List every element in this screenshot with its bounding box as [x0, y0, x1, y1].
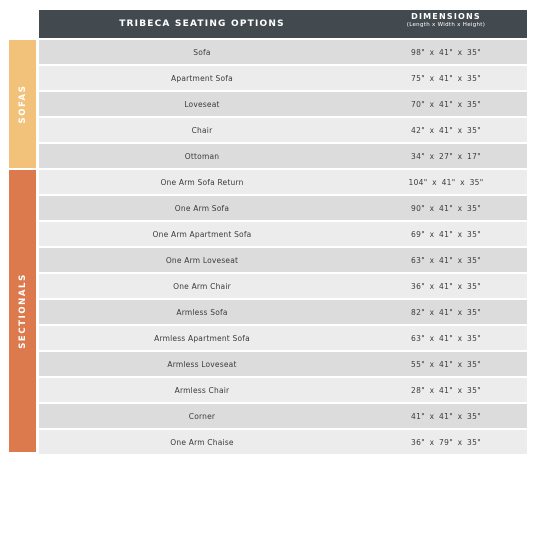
seat-dimensions: 98" x 41" x 35": [411, 47, 481, 57]
table-row: [39, 326, 527, 350]
table-row: [39, 248, 527, 272]
seat-dimensions: 90" x 41" x 35": [411, 203, 481, 213]
table-row: [39, 118, 527, 142]
table-header: [39, 10, 527, 38]
seat-dimensions: 63" x 41" x 35": [411, 333, 481, 343]
seat-name: One Arm Chair: [173, 281, 231, 291]
table-row: [39, 274, 527, 298]
sofas-group-bar: [9, 40, 36, 168]
seat-dimensions: 28" x 41" x 35": [411, 385, 481, 395]
seat-dimensions: 55" x 41" x 35": [411, 359, 481, 369]
sectionals-group-bar: [9, 170, 36, 452]
table-row: [39, 300, 527, 324]
table-row: [39, 170, 527, 194]
table-row: [39, 92, 527, 116]
dimensions-sublabel: (Length x Width x Height): [406, 22, 486, 28]
seat-dimensions: 34" x 27" x 17": [411, 151, 481, 161]
seat-dimensions: 104" x 41" x 35": [408, 177, 484, 187]
seat-dimensions: 36" x 41" x 35": [411, 281, 481, 291]
table-title: TRIBECA SEATING OPTIONS: [119, 19, 285, 29]
seat-dimensions: 70" x 41" x 35": [411, 99, 481, 109]
table-row: [39, 404, 527, 428]
seat-name: One Arm Sofa: [174, 203, 230, 213]
seat-name: One Arm Loveseat: [165, 255, 239, 265]
seat-name: Armless Sofa: [176, 307, 228, 317]
seat-name: Ottoman: [184, 151, 220, 161]
seat-dimensions: 63" x 41" x 35": [411, 255, 481, 265]
sofas-group-label: SOFAS: [17, 84, 28, 124]
table-row: [39, 222, 527, 246]
table-row: [39, 144, 527, 168]
seat-dimensions: 42" x 41" x 35": [411, 125, 481, 135]
seat-name: Corner: [188, 411, 216, 421]
seat-name: Armless Loveseat: [167, 359, 237, 369]
seat-dimensions: 36" x 79" x 35": [411, 437, 481, 447]
dimensions-label: DIMENSIONS: [411, 12, 481, 21]
table-row: [39, 66, 527, 90]
seat-dimensions: 75" x 41" x 35": [411, 73, 481, 83]
seat-name: Apartment Sofa: [171, 73, 233, 83]
seat-name: One Arm Chaise: [170, 437, 234, 447]
table-row: [39, 40, 527, 64]
table-body: [39, 40, 527, 456]
seat-dimensions: 82" x 41" x 35": [411, 307, 481, 317]
seat-name: Loveseat: [184, 99, 220, 109]
seat-name: One Arm Apartment Sofa: [152, 229, 252, 239]
seat-name: Armless Apartment Sofa: [154, 333, 250, 343]
sectionals-group-label: SECTIONALS: [17, 273, 28, 349]
table-row: [39, 352, 527, 376]
table-row: [39, 430, 527, 454]
seat-name: Armless Chair: [174, 385, 230, 395]
seat-name: One Arm Sofa Return: [160, 177, 244, 187]
seat-name: Chair: [191, 125, 213, 135]
seat-dimensions: 69" x 41" x 35": [411, 229, 481, 239]
seat-name: Sofa: [193, 47, 211, 57]
table-row: [39, 378, 527, 402]
seat-dimensions: 41" x 41" x 35": [411, 411, 481, 421]
dimensions-header: [365, 13, 527, 29]
table-row: [39, 196, 527, 220]
